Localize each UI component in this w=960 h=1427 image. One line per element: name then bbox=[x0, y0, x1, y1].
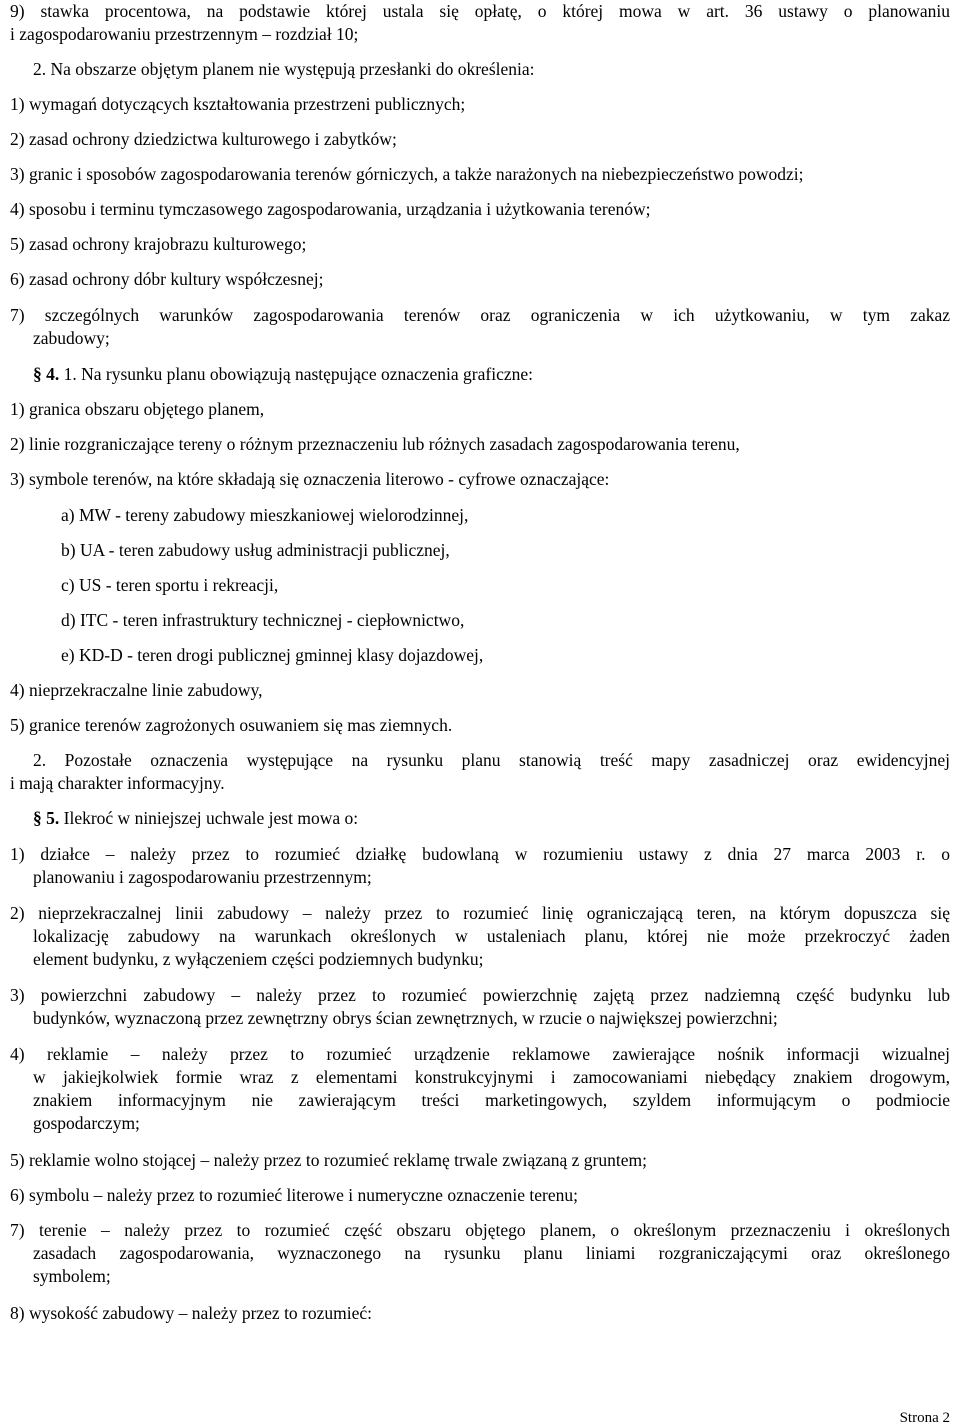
definition-4-line-3: znakiem informacyjnym nie zawierającym treści marketingowych, szyldem informującym o podmiocie bbox=[33, 1090, 950, 1110]
section-5-heading bbox=[33, 807, 358, 830]
legend-item-2: 2) linie rozgraniczające tereny o różnym przeznaczeniu lub różnych zasadach zagospodarowania terenu, bbox=[10, 434, 740, 454]
symbol-us: c) US - teren sportu i rekreacji, bbox=[61, 575, 279, 595]
definition-3-line-1: 3) powierzchni zabudowy – należy przez to rozumieć powierzchnię zajętą przez nadziemną część budynku lub bbox=[10, 985, 950, 1005]
section-2-intro: 2. Na obszarze objętym planem nie występują przesłanki do określenia: bbox=[33, 59, 535, 79]
section-4-mark: § 4. bbox=[33, 364, 60, 384]
definition-1-line-2: planowaniu i zagospodarowaniu przestrzennym; bbox=[33, 867, 372, 887]
symbol-kd-d: e) KD-D - teren drogi publicznej gminnej klasy dojazdowej, bbox=[61, 645, 484, 665]
section-4-text: 1. Na rysunku planu obowiązują następujące oznaczenia graficzne: bbox=[63, 364, 533, 384]
list-item-2: 2) zasad ochrony dziedzictwa kulturowego i zabytków; bbox=[10, 129, 397, 149]
definition-4-line-4: gospodarczym; bbox=[33, 1113, 140, 1133]
legend-item-3: 3) symbole terenów, na które składają się oznaczenia literowo - cyfrowe oznaczające: bbox=[10, 469, 610, 489]
legend-item-4: 4) nieprzekraczalne linie zabudowy, bbox=[10, 680, 263, 700]
section-5-text: Ilekroć w niniejszej uchwale jest mowa o: bbox=[63, 808, 359, 828]
definition-4-line-1: 4) reklamie – należy przez to rozumieć urządzenie reklamowe zawierające nośnik informacji wizualnej bbox=[10, 1044, 950, 1064]
para-9-line-2: i zagospodarowaniu przestrzennym – rozdział 10; bbox=[10, 24, 359, 44]
symbol-mw: a) MW - tereny zabudowy mieszkaniowej wielorodzinnej, bbox=[61, 505, 469, 525]
section-5-mark: § 5. bbox=[33, 808, 60, 828]
definition-8: 8) wysokość zabudowy – należy przez to rozumieć: bbox=[10, 1303, 373, 1323]
definition-6: 6) symbolu – należy przez to rozumieć literowe i numeryczne oznaczenie terenu; bbox=[10, 1185, 579, 1205]
section-4-heading bbox=[33, 363, 533, 386]
definition-5: 5) reklamie wolno stojącej – należy przez to rozumieć reklamę trwale związaną z gruntem; bbox=[10, 1150, 647, 1170]
list-item-1: 1) wymagań dotyczących kształtowania przestrzeni publicznych; bbox=[10, 94, 466, 114]
para-9-line-1: 9) stawka procentowa, na podstawie której ustala się opłatę, o której mowa w art. 36 ustawy o planowaniu bbox=[10, 1, 950, 21]
symbol-ua: b) UA - teren zabudowy usług administracji publicznej, bbox=[61, 540, 450, 560]
list-item-7-line-1: 7) szczególnych warunków zagospodarowania terenów oraz ograniczenia w ich użytkowaniu, w tym zakaz bbox=[10, 305, 950, 325]
definition-7-line-2: zasadach zagospodarowania, wyznaczonego na rysunku planu liniami rozgraniczającymi oraz określonego bbox=[33, 1243, 950, 1263]
list-item-5: 5) zasad ochrony krajobrazu kulturowego; bbox=[10, 234, 307, 254]
definition-3-line-2: budynków, wyznaczoną przez zewnętrzny obrys ścian zewnętrznych, w rzucie o największej powierzchni; bbox=[33, 1008, 778, 1028]
symbol-itc: d) ITC - teren infrastruktury technicznej - ciepłownictwo, bbox=[61, 610, 465, 630]
legend-item-1: 1) granica obszaru objętego planem, bbox=[10, 399, 265, 419]
list-item-3: 3) granic i sposobów zagospodarowania terenów górniczych, a także narażonych na niebezpieczeństwo powodzi; bbox=[10, 164, 804, 184]
list-item-6: 6) zasad ochrony dóbr kultury współczesnej; bbox=[10, 269, 324, 289]
definition-1-line-1: 1) działce – należy przez to rozumieć działkę budowlaną w rozumieniu ustawy z dnia 27 marca 2003 r. o bbox=[10, 844, 950, 864]
page-number: Strona 2 bbox=[899, 1410, 950, 1426]
section-4-para-2-line-1: 2. Pozostałe oznaczenia występujące na rysunku planu stanowią treść mapy zasadniczej oraz ewidencyjnej bbox=[33, 750, 950, 770]
definition-2-line-1: 2) nieprzekraczalnej linii zabudowy – należy przez to rozumieć linię ograniczającą teren, na którym dopuszcza się bbox=[10, 903, 950, 923]
legend-item-5: 5) granice terenów zagrożonych osuwaniem się mas ziemnych. bbox=[10, 715, 453, 735]
section-4-para-2-line-2: i mają charakter informacyjny. bbox=[10, 773, 225, 793]
list-item-7-line-2: zabudowy; bbox=[33, 328, 110, 348]
definition-2-line-2: lokalizację zabudowy na warunkach określonych w ustaleniach planu, której nie może przekroczyć żaden bbox=[33, 926, 950, 946]
definition-7-line-1: 7) terenie – należy przez to rozumieć część obszaru objętego planem, o określonym przeznaczeniu i określonych bbox=[10, 1220, 950, 1240]
list-item-4: 4) sposobu i terminu tymczasowego zagospodarowania, urządzania i użytkowania terenów; bbox=[10, 199, 651, 219]
definition-2-line-3: element budynku, z wyłączeniem części podziemnych budynku; bbox=[33, 949, 484, 969]
definition-4-line-2: w jakiejkolwiek formie wraz z elementami konstrukcyjnymi i zamocowaniami niebędący znakiem drogowym, bbox=[33, 1067, 950, 1087]
definition-7-line-3: symbolem; bbox=[33, 1266, 111, 1286]
